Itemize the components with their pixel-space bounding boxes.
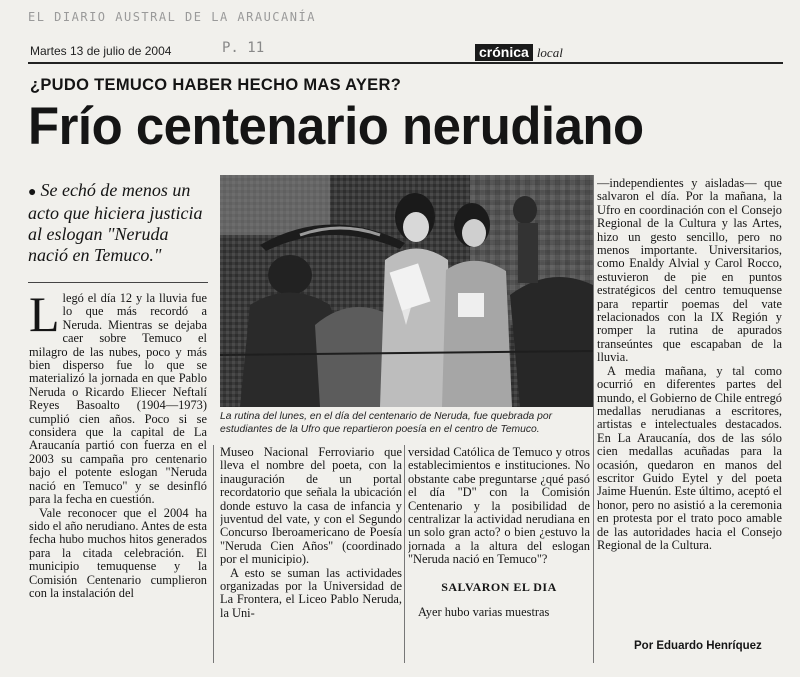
article-column-2 bbox=[220, 446, 402, 664]
paragraph bbox=[29, 292, 207, 507]
paragraph: A esto se suman las actividades organizadas por la Universidad de La Frontera, el Liceo Pablo Neruda, la Uni- bbox=[220, 565, 402, 620]
header-rule bbox=[28, 62, 783, 64]
column-divider bbox=[213, 445, 214, 663]
paragraph: Vale reconocer que el 2004 ha sido el año nerudiano. Antes de esta fecha hubo muchos hitos generados para la citada celebración. El municipio temuquense y la Comisión Centenario cumplieron con la instalación del bbox=[29, 505, 207, 600]
article-column-3 bbox=[408, 446, 590, 664]
deck bbox=[28, 180, 206, 266]
subheading: SALVARON EL DIA bbox=[441, 579, 557, 594]
section-sublabel: local bbox=[536, 45, 563, 60]
deck-rule bbox=[28, 282, 208, 283]
kicker: ¿PUDO TEMUCO HABER HECHO MAS AYER? bbox=[30, 76, 402, 94]
paragraph-text: legó el día 12 y la lluvia fue lo que más recordó a Neruda. Mientras se dejaba caer sobre Temuco el milagro de las nubes, poco y más bien disperso fue lo que se materializó la jornada en que Pablo Neruda o Ricardo Eliecer Neftalí Reyes Basoalto (1904—1973) cumplió cien años. Poco si se considera que la capital de La Araucanía partió con fuerza en el 2003 su campaña pro centenario bajo el potente eslogan "Neruda nació en Temuco" y se desinfló para la fecha en cuestión. bbox=[29, 292, 207, 507]
bullet-icon: ● bbox=[28, 185, 37, 200]
paragraph: Ayer hubo varias muestras bbox=[418, 605, 550, 620]
dateline: Martes 13 de julio de 2004 bbox=[30, 44, 172, 58]
news-photo bbox=[220, 175, 593, 407]
deck-text: Se echó de menos un acto que hiciera justicia al eslogan "Neruda nació en Temuco." bbox=[28, 180, 203, 265]
section-tag bbox=[475, 44, 567, 61]
paragraph: versidad Católica de Temuco y otros establecimientos e instituciones. No obstante cabe preguntarse ¿qué pasó el día "D" con la Comisión Centenario y la posibilidad de centralizar la actividad nerudiana en un solo gran acto? o bien ¿estuvo la jornada a la altura del eslogan "Neruda nació en Temuco"? bbox=[408, 446, 590, 567]
column-divider bbox=[593, 175, 594, 663]
drop-cap: L bbox=[29, 292, 60, 342]
photo-illustration bbox=[220, 175, 593, 407]
article-column-4 bbox=[597, 177, 782, 632]
paragraph: A media mañana, y tal como ocurrió en diferentes partes del mundo, el Gobierno de Chile entregó medallas nerudianas a escritores, artistas e intelectuales destacados. En La Araucanía, dos de las sólo cien medallas acuñadas para la ocasión, quedaron en manos del escritor Guido Eytel y del poeta Jaime Huenún. Este último, aceptó el honor, pero no asistió a la ceremonia en protesta por el trato poco amable de las autoridades hacia el Consejo Regional de la Cultura. bbox=[597, 363, 782, 552]
section-label: crónica bbox=[475, 44, 533, 61]
photo-caption: La rutina del lunes, en el día del centenario de Neruda, fue quebrada por estudiantes de la Ufro que repartieron poesía en el centro de Temuco. bbox=[220, 411, 553, 435]
paragraph: —independientes y aisladas— que salvaron el día. Por la mañana, la Ufro en coordinación con el Consejo Regional de la Cultura y las Artes, hizo un gesto sencillo, pero no menos importante. Universitarios, como Enaldy Alvial y Carol Rocco, estuvieron de pie en puntos estratégicos del centro temuquense para repartir poemas del vate relacionados con la IX Región y romper la rutina de apurados transeúntes que escapaban de la lluvia. bbox=[597, 177, 782, 365]
article-column-1 bbox=[29, 292, 207, 664]
column-divider bbox=[404, 445, 405, 663]
handwritten-page-mark: P. 11 bbox=[222, 40, 265, 56]
byline: Por Eduardo Henríquez bbox=[634, 640, 762, 652]
headline: Frío centenario nerudiano bbox=[28, 97, 644, 156]
paragraph: Museo Nacional Ferroviario que lleva el nombre del poeta, con la inauguración de un portal recordatorio que señala la ubicación donde estuvo la casa de infancia y juventud del vate, y con el Segundo Concurso Iberoamericano de Poesía "Neruda Cien Años" (coordinado por el municipio). bbox=[220, 446, 402, 567]
handwritten-masthead: EL DIARIO AUSTRAL DE LA ARAUCANÍA bbox=[28, 10, 316, 24]
